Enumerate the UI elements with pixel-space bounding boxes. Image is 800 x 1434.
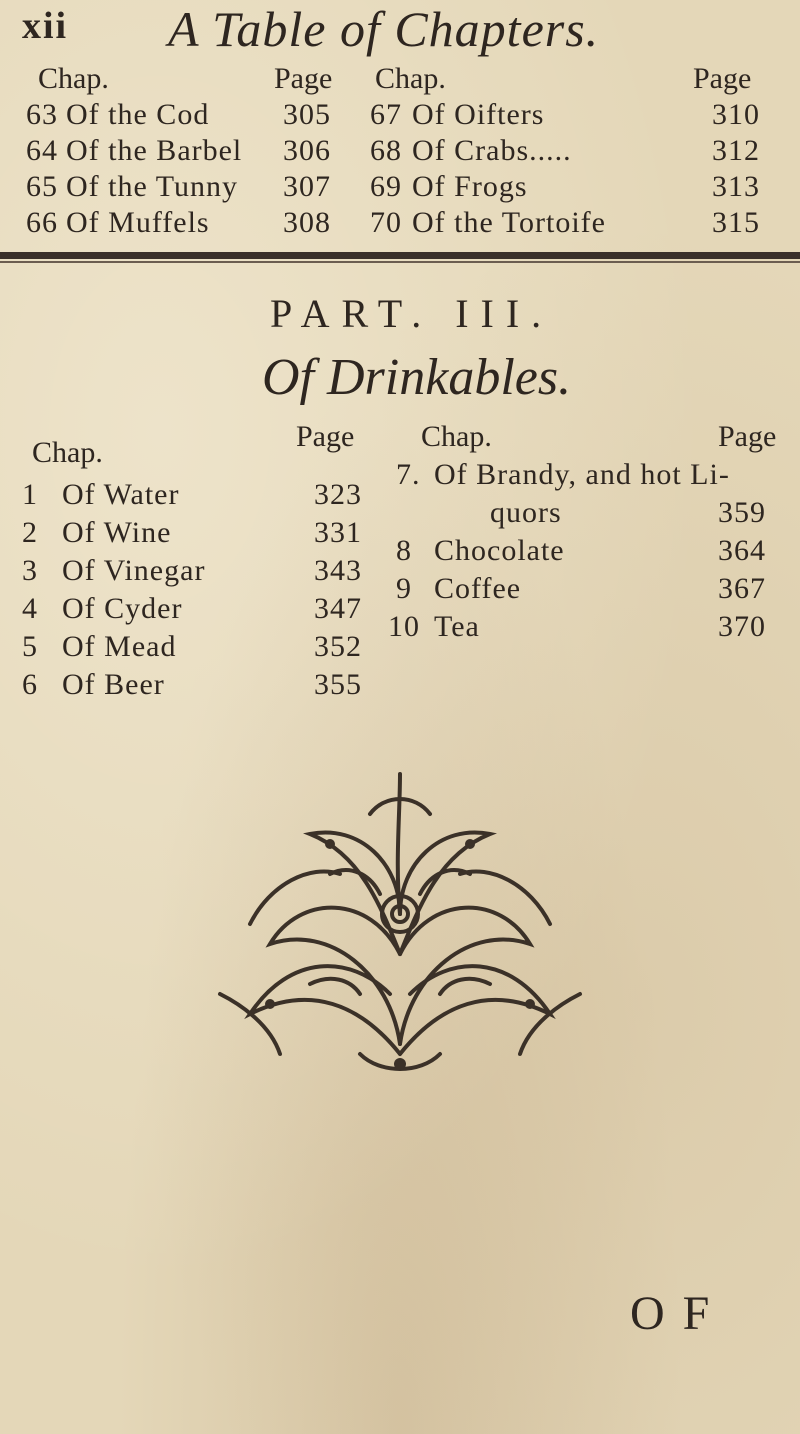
chapter-number: 66 <box>26 206 58 239</box>
chapter-number: 2 <box>22 516 38 549</box>
col-head-chap-right: Chap. <box>375 62 446 95</box>
chapter-number: 67 <box>370 98 402 131</box>
part-heading: PART. III. <box>270 291 554 336</box>
chapter-title: Coffee <box>434 572 522 605</box>
chapter-number: 1 <box>22 478 38 511</box>
col-head-page-right: Page <box>718 420 777 453</box>
chapter-title: Of the Tunny <box>66 170 239 203</box>
chapter-title: Of Brandy, and hot Li- <box>434 458 730 491</box>
chapter-page: 347 <box>314 592 362 625</box>
chapter-page: 364 <box>718 534 766 567</box>
floral-ornament-icon <box>210 754 590 1084</box>
chapter-page: 306 <box>283 134 331 167</box>
part-subtitle: Of Drinkables. <box>262 349 572 406</box>
chapter-title: Of the Cod <box>66 98 210 131</box>
chapter-number: 69 <box>370 170 402 203</box>
col-head-page-right: Page <box>693 62 752 95</box>
chapter-title: Of Beer <box>62 668 165 701</box>
chapter-number: 9 <box>396 572 412 605</box>
chapter-page: 313 <box>712 170 760 203</box>
col-head-chap-left: Chap. <box>38 62 109 95</box>
chapter-number: 3 <box>22 554 38 587</box>
chapter-number: 65 <box>26 170 58 203</box>
chapter-title-continued: quors <box>490 496 562 529</box>
chapter-page: 352 <box>314 630 362 663</box>
chapter-page: 307 <box>283 170 331 203</box>
chapter-number: 6 <box>22 668 38 701</box>
chapter-number: 63 <box>26 98 58 131</box>
chapter-title: Of Oifters <box>412 98 545 131</box>
chapter-page: 359 <box>718 496 766 529</box>
chapter-number: 64 <box>26 134 58 167</box>
chapter-title: Of the Tortoife <box>412 206 606 239</box>
chapter-title: Chocolate <box>434 534 565 567</box>
chapter-title: Of Muffels <box>66 206 210 239</box>
chapter-title: Of Vinegar <box>62 554 206 587</box>
col-head-page-left: Page <box>274 62 333 95</box>
page-number: xii <box>22 5 69 47</box>
catchword: OF <box>630 1287 728 1340</box>
chapter-page: 310 <box>712 98 760 131</box>
chapter-number: 4 <box>22 592 38 625</box>
divider-rule-thin <box>0 261 800 263</box>
chapter-title: Of the Barbel <box>66 134 243 167</box>
col-head-chap-left: Chap. <box>32 436 103 469</box>
chapter-title: Of Cyder <box>62 592 183 625</box>
col-head-page-left: Page <box>296 420 355 453</box>
chapter-number: 70 <box>370 206 402 239</box>
col-head-chap-right: Chap. <box>421 420 492 453</box>
chapter-page: 331 <box>314 516 362 549</box>
chapter-number: 68 <box>370 134 402 167</box>
chapter-page: 355 <box>314 668 362 701</box>
chapter-page: 323 <box>314 478 362 511</box>
divider-rule <box>0 252 800 259</box>
chapter-title: Of Water <box>62 478 180 511</box>
chapter-title: Of Mead <box>62 630 177 663</box>
chapter-title: Of Frogs <box>412 170 528 203</box>
chapter-number: 7. <box>396 458 421 491</box>
chapter-page: 312 <box>712 134 760 167</box>
chapter-number: 5 <box>22 630 38 663</box>
chapter-page: 315 <box>712 206 760 239</box>
chapter-number: 8 <box>396 534 412 567</box>
page-title: A Table of Chapters. <box>168 1 600 57</box>
chapter-title: Tea <box>434 610 480 643</box>
chapter-page: 305 <box>283 98 331 131</box>
chapter-page: 370 <box>718 610 766 643</box>
chapter-page: 308 <box>283 206 331 239</box>
chapter-page: 343 <box>314 554 362 587</box>
chapter-number: 10 <box>388 610 420 643</box>
chapter-title: Of Wine <box>62 516 172 549</box>
chapter-page: 367 <box>718 572 766 605</box>
chapter-title: Of Crabs..... <box>412 134 572 167</box>
